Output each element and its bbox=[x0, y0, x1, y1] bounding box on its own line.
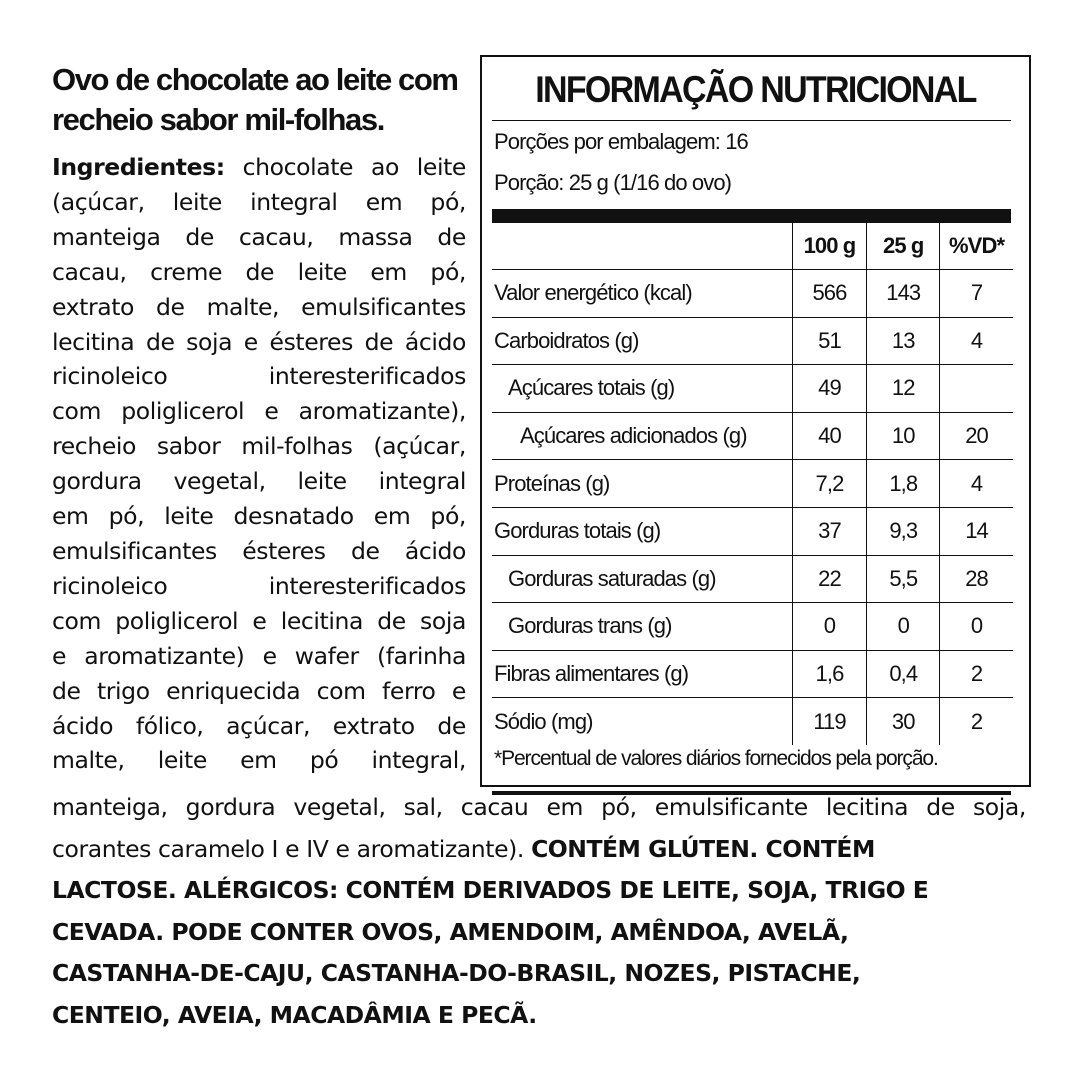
value-100g: 119 bbox=[792, 698, 867, 745]
table-row bbox=[492, 507, 1013, 555]
table-header-row bbox=[492, 223, 1013, 270]
value-vd: 4 bbox=[940, 460, 1013, 508]
ingredients-label: Ingredientes: bbox=[52, 153, 225, 181]
nutrient-name: Fibras alimentares (g) bbox=[492, 650, 792, 698]
table-row bbox=[492, 365, 1013, 413]
nutrient-name: Sódio (mg) bbox=[494, 708, 593, 734]
value-25g: 0 bbox=[867, 603, 940, 651]
value-100g: 22 bbox=[792, 555, 867, 603]
ingredients-line: gordura vegetal, leite integral bbox=[52, 467, 466, 496]
value-25g: 0,4 bbox=[867, 650, 940, 698]
title-divider bbox=[492, 120, 1011, 121]
allergen-warning: CENTEIO, AVEIA, MACADÂMIA E PECÃ. bbox=[52, 1000, 537, 1029]
left-column bbox=[52, 60, 466, 778]
value-25g: 143 bbox=[867, 270, 940, 318]
column-header-nutrient bbox=[492, 223, 792, 270]
nutrition-facts-panel bbox=[480, 55, 1031, 787]
ingredients-line: (açúcar, leite integral em pó, bbox=[52, 187, 466, 216]
nutrient-name: Açúcares adicionados (g) bbox=[492, 412, 792, 460]
value-25g: 5,5 bbox=[867, 555, 940, 603]
value-25g: 10 bbox=[867, 412, 940, 460]
nutrition-table bbox=[492, 223, 1013, 745]
value-vd: 2 bbox=[940, 650, 1013, 698]
table-row bbox=[492, 650, 1013, 698]
value-vd: 28 bbox=[940, 555, 1013, 603]
ingredients-line: ácido fólico, açúcar, extrato de bbox=[52, 711, 466, 740]
value-vd: 20 bbox=[940, 412, 1013, 460]
value-25g: 13 bbox=[867, 317, 940, 365]
value-vd: 0 bbox=[940, 603, 1013, 651]
nutrition-table-body bbox=[492, 270, 1013, 745]
column-header-vd: %VD* bbox=[940, 223, 1013, 270]
ingredients-line: lecitina de soja e ésteres de ácido bbox=[52, 327, 466, 356]
ingredients-line: recheio sabor mil-folhas (açúcar, bbox=[52, 432, 466, 461]
table-row bbox=[492, 698, 1013, 745]
column-header-100g: 100 g bbox=[792, 223, 867, 270]
value-25g: 1,8 bbox=[867, 460, 940, 508]
ingredients-line: com poliglicerol e aromatizante), bbox=[52, 397, 466, 426]
table-row bbox=[492, 270, 1013, 318]
table-row bbox=[492, 460, 1013, 508]
ingredients-line-text: chocolate ao leite bbox=[224, 153, 466, 181]
ingredients-line: emulsificantes ésteres de ácido bbox=[52, 536, 466, 565]
nutrient-name: Proteínas (g) bbox=[492, 460, 792, 508]
value-25g: 9,3 bbox=[867, 507, 940, 555]
value-100g: 51 bbox=[792, 317, 867, 365]
nutrient-name: Carboidratos (g) bbox=[492, 317, 792, 365]
table-row bbox=[492, 412, 1013, 460]
nutrient-name: Gorduras trans (g) bbox=[492, 603, 792, 651]
allergen-warning: CASTANHA-DE-CAJU, CASTANHA-DO-BRASIL, NOZES, PISTACHE, bbox=[52, 959, 861, 987]
value-25g: 12 bbox=[867, 365, 940, 413]
footnote: *Percentual de valores diários fornecidos pela porção. bbox=[494, 747, 938, 770]
thick-divider bbox=[492, 209, 1011, 223]
product-title-line-1: Ovo de chocolate ao leite com bbox=[52, 62, 458, 97]
nutrient-name: Açúcares totais (g) bbox=[492, 365, 792, 413]
value-100g: 566 bbox=[792, 270, 867, 318]
nutrition-title: INFORMAÇÃO NUTRICIONAL bbox=[535, 69, 976, 111]
value-100g: 49 bbox=[792, 365, 867, 413]
portion-size: Porção: 25 g (1/16 do ovo) bbox=[494, 170, 732, 195]
allergen-warning: CEVADA. PODE CONTER OVOS, AMENDOIM, AMÊNDOA, AVELÃ, bbox=[52, 917, 849, 946]
value-vd: 4 bbox=[940, 317, 1013, 365]
ingredients-line: manteiga, gordura vegetal, sal, cacau em pó, emulsificante lecitina de soja, bbox=[52, 793, 1026, 821]
column-header-25g: 25 g bbox=[867, 223, 940, 270]
value-25g: 30 bbox=[867, 698, 940, 745]
ingredients-line: de trigo enriquecida com ferro e bbox=[52, 676, 466, 705]
allergen-warning: CONTÉM GLÚTEN. CONTÉM bbox=[531, 834, 875, 863]
servings-per-package: Porções por embalagem: 16 bbox=[494, 129, 748, 154]
table-row bbox=[492, 317, 1013, 365]
ingredients-line: e aromatizante) e wafer (farinha bbox=[52, 641, 466, 670]
ingredients-continuation bbox=[52, 787, 1026, 1036]
product-title-line-2: recheio sabor mil-folhas. bbox=[52, 102, 384, 137]
table-row bbox=[492, 555, 1013, 603]
ingredients-line: em pó, leite desnatado em pó, bbox=[52, 502, 466, 531]
value-100g: 1,6 bbox=[792, 650, 867, 698]
ingredients-line bbox=[52, 150, 466, 185]
nutrient-name: Gorduras saturadas (g) bbox=[492, 555, 792, 603]
ingredients-line bbox=[52, 829, 1026, 871]
value-vd: 2 bbox=[940, 698, 1013, 745]
value-100g: 37 bbox=[792, 507, 867, 555]
ingredients-line: manteiga de cacau, massa de bbox=[52, 222, 466, 251]
ingredients-line: ricinoleico interesterificados bbox=[52, 571, 466, 600]
nutrient-name: Gorduras totais (g) bbox=[492, 507, 792, 555]
nutrient-name: Valor energético (kcal) bbox=[492, 270, 792, 318]
ingredients-line: cacau, creme de leite em pó, bbox=[52, 257, 466, 286]
ingredients-line: com poliglicerol e lecitina de soja bbox=[52, 606, 466, 635]
ingredients-text bbox=[52, 150, 466, 778]
value-vd: 14 bbox=[940, 507, 1013, 555]
ingredients-line: ricinoleico interesterificados bbox=[52, 362, 466, 391]
value-100g: 40 bbox=[792, 412, 867, 460]
value-vd: 7 bbox=[940, 270, 1013, 318]
table-row bbox=[492, 603, 1013, 651]
value-100g: 0 bbox=[792, 603, 867, 651]
value-vd bbox=[940, 365, 1013, 413]
ingredients-line: malte, leite em pó integral, bbox=[52, 746, 466, 775]
allergen-warning: LACTOSE. ALÉRGICOS: CONTÉM DERIVADOS DE LEITE, SOJA, TRIGO E bbox=[52, 876, 929, 904]
ingredients-line: extrato de malte, emulsificantes bbox=[52, 292, 466, 321]
ingredients-line-text: corantes caramelo I e IV e aromatizante). bbox=[52, 834, 532, 863]
product-title bbox=[52, 60, 466, 140]
value-100g: 7,2 bbox=[792, 460, 867, 508]
